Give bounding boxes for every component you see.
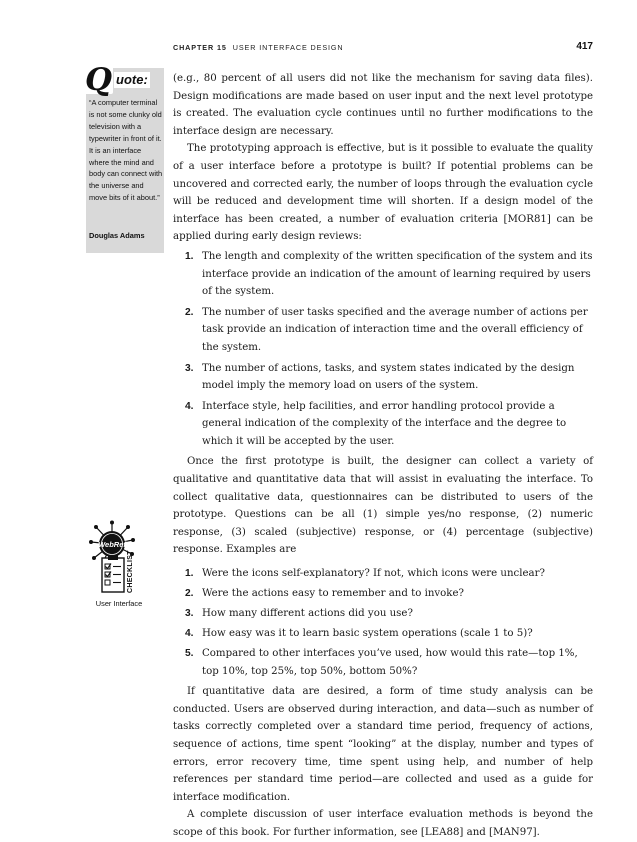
list-item-text: Compared to other interfaces you’ve used, how would this rate—top 1%, top 10%, top 25%, top 50%, bottom 50%? — [202, 647, 578, 677]
list-item-text: Were the icons self-explanatory? If not, which icons were unclear? — [202, 568, 545, 580]
list-item — [173, 645, 593, 680]
page-number: 417 — [576, 41, 593, 52]
paragraph: If quantitative data are desired, a form of time study analysis can be conducted. Users are observed during interaction, and data—such as number of tasks correctly completed over a standard time period, frequency of actions, sequence of actions, time spent “looking” at the display, number and types of errors, error recovery time, time spent using help, and number of help references per standard time period—are collected and used as a guide for interface modification. — [173, 686, 593, 803]
list-item-text: The number of actions, tasks, and system states indicated by the design model imply the memory load on users of the system. — [202, 362, 575, 392]
list-item — [173, 248, 593, 301]
list-item-text: The length and complexity of the written specification of the system and its interface provide an indication of the amount of learning required by users of the system. — [202, 250, 593, 298]
list-item-number: 3. — [185, 608, 194, 619]
list-item-number: 2. — [185, 306, 194, 318]
list-item-number: 4. — [185, 627, 194, 639]
chapter-label: CHAPTER 15 — [173, 43, 227, 52]
list-item — [173, 304, 593, 357]
quote-sidebar — [85, 62, 164, 253]
webref-badge-text: WebRef — [98, 540, 126, 549]
paragraph: The prototyping approach is effective, but is it possible to evaluate the quality of a user interface before a prototype is built? If potential problems can be uncovered and corrected early, the number of loops through the evaluation cycle will be reduced and development time will shorten. If a design model of the interface has been created, a number of evaluation criteria [MOR81] can be applied during early design reviews: — [173, 143, 593, 243]
paragraph: Once the first prototype is built, the designer can collect a variety of qualitative and quantitative data that will assist in evaluating the interface. To collect qualitative data, questionnaires can be distributed to users of the prototype. Questions can be all (1) simple yes/no response, (2) numeric response, (3) scaled (subjective) response, or (4) percentage (subjective) response. Examples are — [173, 456, 593, 556]
paragraph: A complete discussion of user interface evaluation methods is beyond the scope of this book. For further information, see [LEA88] and [MAN97]. — [173, 809, 593, 838]
webref-sidebar — [86, 520, 166, 620]
webref-checklist-label: CHECKLIST — [127, 550, 134, 593]
webref-label: User Interface — [95, 599, 143, 608]
list-item-text: Were the actions easy to remember and to invoke? — [202, 588, 464, 600]
questionnaire-list — [173, 565, 593, 680]
main-text — [173, 70, 593, 842]
running-header — [173, 41, 593, 55]
list-item — [173, 360, 593, 395]
list-item-text: How many different actions did you use? — [202, 608, 413, 619]
list-item-text: The number of user tasks specified and the average number of actions per task provide an indication of interaction time and the overall efficiency of the system. — [202, 306, 588, 353]
chapter-heading — [173, 43, 344, 52]
webref-checklist-icon — [88, 520, 154, 596]
chapter-title: USER INTERFACE DESIGN — [232, 43, 344, 52]
paragraph: (e.g., 80 percent of all users did not like the mechanism for saving data files). Design modifications are made based on user input and the next level prototype is created. The evaluation cycle continues until no further modifications to the interface design are necessary. — [173, 73, 593, 137]
list-item-text: Interface style, help facilities, and error handling protocol provide a general indication of the complexity of the interface and the degree to which it will be accepted by the user. — [202, 400, 567, 447]
evaluation-criteria-list — [173, 248, 593, 451]
list-item-number: 1. — [185, 250, 194, 262]
list-item-number: 3. — [185, 362, 194, 374]
list-item — [173, 398, 593, 451]
quote-heading-initial: Q — [82, 66, 113, 94]
list-item-text: How easy was it to learn basic system operations (scale 1 to 5)? — [202, 627, 533, 639]
list-item-number: 5. — [185, 647, 194, 659]
list-item — [173, 625, 593, 643]
quote-heading — [82, 62, 150, 98]
list-item — [173, 585, 593, 603]
list-item — [173, 605, 593, 623]
list-item-number: 4. — [185, 400, 194, 412]
quote-heading-rest: uote: — [116, 72, 148, 87]
list-item-number: 1. — [185, 568, 194, 580]
quote-text: “A computer terminal is not some clunky old television with a typewriter in front of it. It is an interface where the mind and body can connect with the universe and move bits of it about.” — [89, 98, 163, 203]
quote-attribution: Douglas Adams — [89, 231, 145, 240]
list-item-number: 2. — [185, 588, 194, 600]
list-item — [173, 565, 593, 583]
